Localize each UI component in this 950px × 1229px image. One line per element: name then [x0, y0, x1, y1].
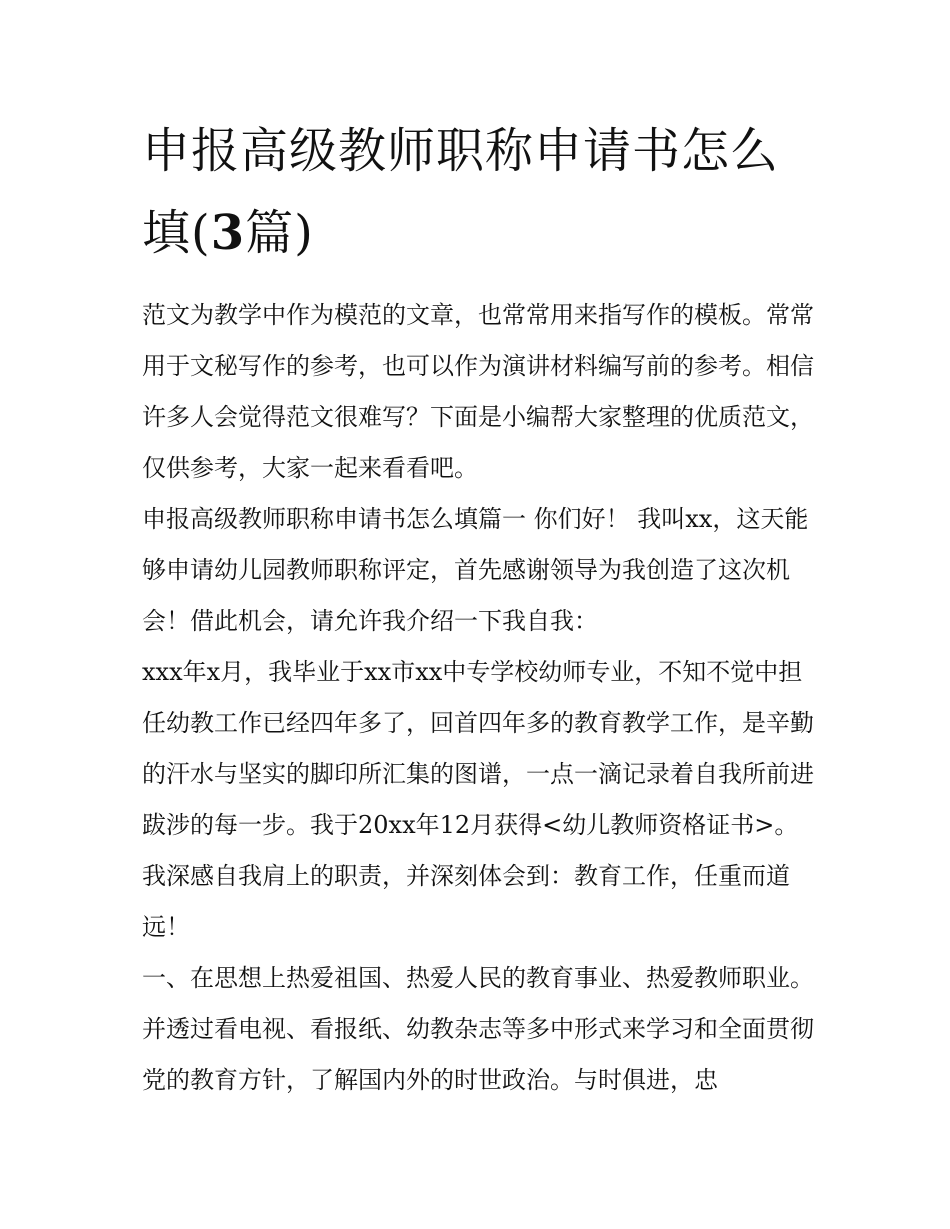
section-one-paragraph: 一、在思想上热爱祖国、热爱人民的教育事业、热爱教师职业。并透过看电视、看报纸、幼教杂志等多中形式来学习和全面贯彻党的教育方针，了解国内外的时世政治。与时俱进，忠	[142, 964, 814, 1094]
title-text: 申报高级教师职称申请书怎么填(	[142, 123, 780, 261]
intro-paragraph: 范文为教学中作为模范的文章，也常常用来指写作的模板。常常用于文秘写作的参考，也可以作为演讲材料编写前的参考。相信许多人会觉得范文很难写？下面是小编帮大家整理的优质范文，仅供参考，大家一起来看看吧。	[142, 301, 814, 482]
document-body	[142, 290, 814, 1106]
title-suffix: 篇)	[245, 205, 314, 261]
background-paragraph: xxx年x月，我毕业于xx市xx中专学校幼师专业，不知不觉中担任幼教工作已经四年多了，回首四年多的教育教学工作，是辛勤的汗水与坚实的脚印所汇集的图谱，一点一滴记录着自我所前进跋涉的每一步。我于20xx年12月获得<幼儿教师资格证书>。我深感自我肩上的职责，并深刻体会到：教育工作，任重而道远！	[142, 658, 814, 941]
document-page	[142, 110, 814, 1106]
title-count: 3	[210, 205, 246, 261]
document-title	[142, 110, 814, 274]
greeting-paragraph: 申报高级教师职称申请书怎么填篇一 你们好！ 我叫xx，这天能够申请幼儿园教师职称评定，首先感谢领导为我创造了这次机会！借此机会，请允许我介绍一下我自我：	[142, 505, 809, 635]
